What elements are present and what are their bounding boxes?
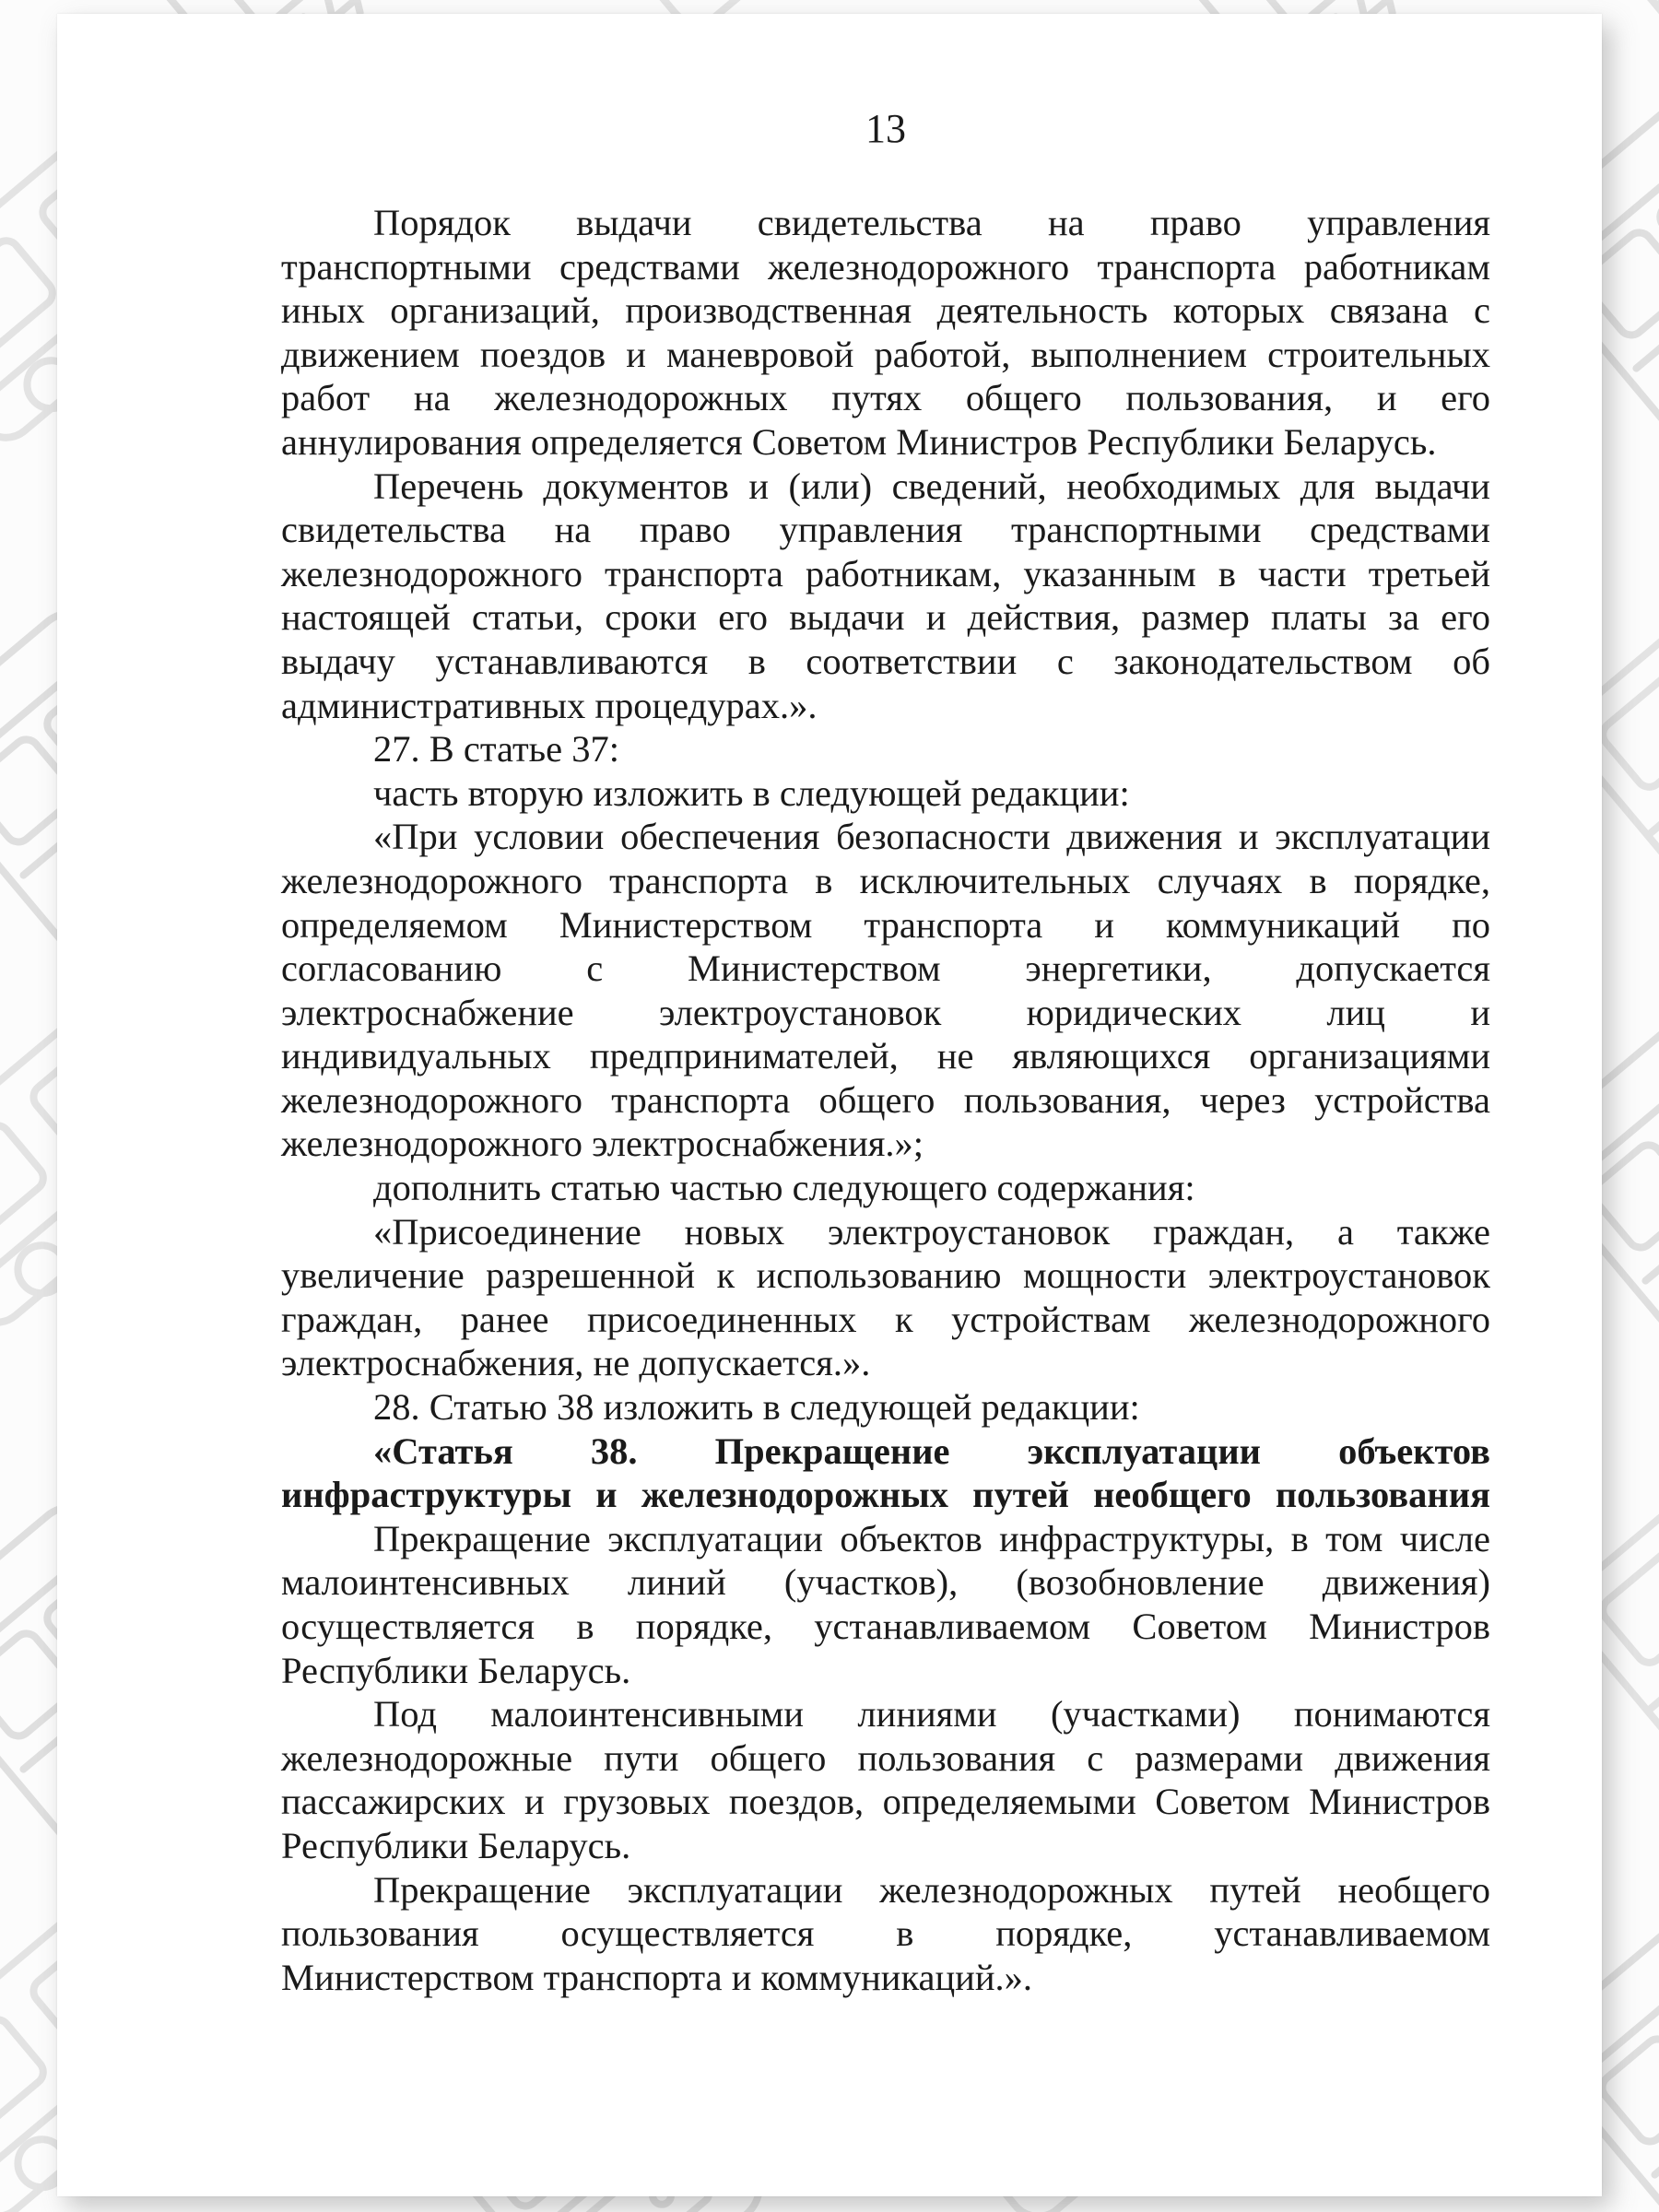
text-line: Прекращение эксплуатации объектов инфраструктуры, в том числе [373, 1517, 1490, 1559]
paragraph [281, 1166, 1490, 1210]
paragraph [281, 727, 1490, 771]
text-line: Порядок выдачи свидетельства на право управления [373, 202, 1490, 243]
document-page [57, 14, 1602, 2196]
text-line: железнодорожного электроснабжения.»; [281, 1123, 924, 1165]
text-line: работ на железнодорожных путях общего пользования, и его [281, 377, 1490, 419]
paragraph [281, 815, 1490, 1166]
text-line: индивидуальных предпринимателей, не являющихся организациями [281, 1035, 1490, 1077]
paragraph [281, 1517, 1490, 1692]
text-line: движением поездов и маневровой работой, выполнением строительных [281, 333, 1490, 375]
article-heading [281, 1430, 1490, 1517]
text-line: пассажирских и грузовых поездов, определяемыми Советом Министров [281, 1781, 1490, 1823]
text-line: граждан, ранее присоединенных к устройствам железнодорожного [281, 1298, 1490, 1340]
paragraph [281, 1692, 1490, 1867]
text-line: 27. В статье 37: [373, 728, 620, 771]
paragraph [281, 1385, 1490, 1430]
text-line: 28. Статью 38 изложить в следующей редакции: [373, 1386, 1140, 1429]
paragraph [281, 1868, 1490, 2000]
paragraph [281, 1210, 1490, 1385]
text-line: согласованию с Министерством энергетики, допускается [281, 947, 1490, 990]
text-line: Республики Беларусь. [281, 1649, 631, 1691]
text-line: Перечень документов и (или) сведений, необходимых для выдачи [373, 465, 1490, 507]
text-line: дополнить статью частью следующего содержания: [373, 1167, 1195, 1209]
text-line: Республики Беларусь. [281, 1824, 631, 1866]
page-content [281, 106, 1490, 1999]
text-line: железнодорожного транспорта общего пользования, через устройства [281, 1078, 1490, 1121]
text-line: малоинтенсивных линий (участков), (возобновление движения) [281, 1561, 1490, 1604]
document-body [281, 201, 1490, 1999]
text-line: иных организаций, производственная деятельность которых связана с [281, 289, 1490, 332]
text-line: железнодорожного транспорта работникам, указанным в части третьей [281, 552, 1490, 594]
page-number: 13 [865, 106, 906, 151]
text-line: электроснабжения, не допускается.». [281, 1342, 871, 1384]
text-line: выдачу устанавливаются в соответствии с законодательством об [281, 640, 1490, 682]
paragraph [281, 771, 1490, 816]
text-line: транспортными средствами железнодорожного транспорта работникам [281, 245, 1490, 288]
text-line: определяемом Министерством транспорта и коммуникаций по [281, 903, 1490, 946]
text-line: настоящей статьи, сроки его выдачи и действия, размер платы за его [281, 596, 1490, 639]
text-line: «Статья 38. Прекращение эксплуатации объектов [373, 1430, 1490, 1472]
text-line: часть вторую изложить в следующей редакции: [373, 771, 1130, 814]
text-line: железнодорожного транспорта в исключительных случаях в порядке, [281, 859, 1490, 901]
text-line: электроснабжение электроустановок юридических лиц и [281, 991, 1490, 1033]
text-line: свидетельства на право управления транспортными средствами [281, 509, 1490, 551]
text-line: инфраструктуры и железнодорожных путей необщего пользования [281, 1474, 1490, 1516]
text-line: Министерством транспорта и коммуникаций.». [281, 1956, 1033, 1998]
text-line: Прекращение эксплуатации железнодорожных путей необщего [373, 1868, 1490, 1911]
text-line: осуществляется в порядке, устанавливаемом Советом Министров [281, 1606, 1490, 1647]
text-line: железнодорожные пути общего пользования с размерами движения [281, 1736, 1490, 1779]
paragraph [281, 201, 1490, 465]
text-line: административных процедурах.». [281, 684, 818, 726]
text-line: аннулирования определяется Советом Министров Республики Беларусь. [281, 420, 1437, 463]
paragraph [281, 465, 1490, 728]
text-line: «При условии обеспечения безопасности движения и эксплуатации [373, 816, 1490, 858]
text-line: Под малоинтенсивными линиями (участками) понимаются [373, 1693, 1490, 1735]
text-line: увеличение разрешенной к использованию мощности электроустановок [281, 1254, 1490, 1297]
text-line: «Присоединение новых электроустановок граждан, а также [373, 1210, 1490, 1253]
text-line: пользования осуществляется в порядке, устанавливаемом [281, 1912, 1490, 1955]
